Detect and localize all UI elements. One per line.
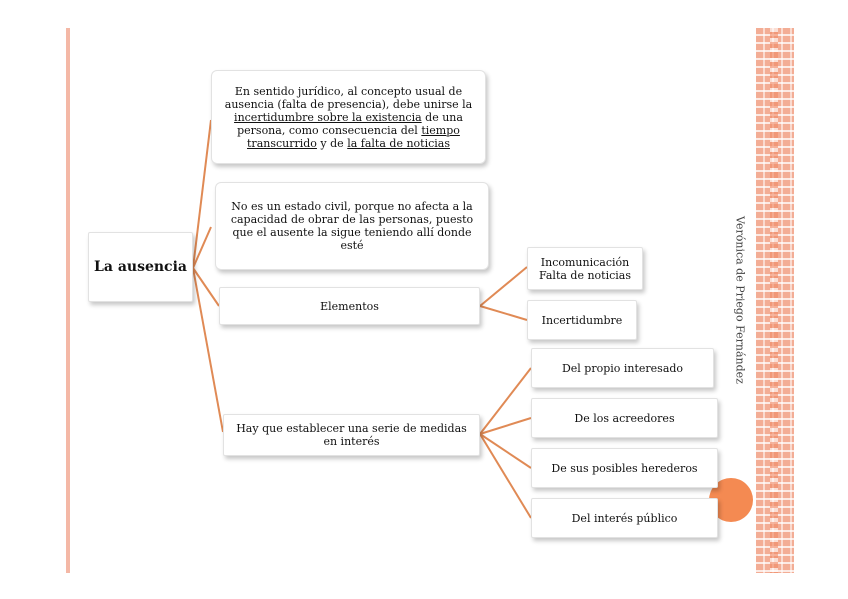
measures-label: Hay que establecer una serie de medidas en interés xyxy=(236,422,467,448)
elements-item-uncertainty xyxy=(527,300,637,340)
measures-item-public-interest xyxy=(531,498,718,538)
measures-item-heirs xyxy=(531,448,718,488)
elements-node xyxy=(219,287,480,325)
definition-text-part1: En sentido jurídico, al concepto usual de ausencia (falta de presencia), debe unirse la xyxy=(224,84,473,111)
measures-item-3-label: De sus posibles herederos xyxy=(551,461,698,475)
measures-item-creditors xyxy=(531,398,718,438)
connector-measures-item3 xyxy=(480,434,531,468)
definition-underlined-lack-of-news: la falta de noticias xyxy=(347,136,450,150)
measures-item-interested-party xyxy=(531,348,714,388)
connector-elements-item2 xyxy=(480,306,527,320)
elements-label: Elementos xyxy=(320,299,379,313)
root-label: La ausencia xyxy=(94,258,187,275)
definition-text-part3: y de xyxy=(316,136,348,150)
definition-underlined-uncertainty: incertidumbre sobre la existencia xyxy=(234,110,422,124)
root-node xyxy=(88,232,193,302)
definition-text xyxy=(220,85,477,150)
connector-measures-item1 xyxy=(480,368,531,434)
elements-item-communication xyxy=(527,247,643,290)
definition-text-part2: de una persona, como consecuencia del xyxy=(237,110,463,137)
measures-item-4-label: Del interés público xyxy=(571,511,678,525)
connector-elements-item1 xyxy=(480,267,527,306)
author-name: Verónica de Priego Fernández xyxy=(733,216,747,384)
elements-item-2-label: Incertidumbre xyxy=(541,313,623,327)
measures-item-2-label: De los acreedores xyxy=(574,411,675,425)
elements-item-1-line2: Falta de noticias xyxy=(538,268,631,282)
definition-node xyxy=(211,70,486,164)
elements-item-1-line1: Incomunicación xyxy=(540,255,630,269)
civil-status-node xyxy=(215,182,489,270)
measures-item-1-label: Del propio interesado xyxy=(561,361,684,375)
elements-item-1-text xyxy=(539,256,631,282)
connector-measures-item4 xyxy=(480,434,531,518)
measures-node xyxy=(223,414,480,456)
definition-underlined-elapsed-time: tiempo transcurrido xyxy=(247,123,460,150)
connector-measures-item2 xyxy=(480,418,531,434)
civil-status-text: No es un estado civil, porque no afecta a la capacidad de obrar de las personas, puesto que el ausente la sigue teniendo allí donde esté xyxy=(230,200,474,252)
